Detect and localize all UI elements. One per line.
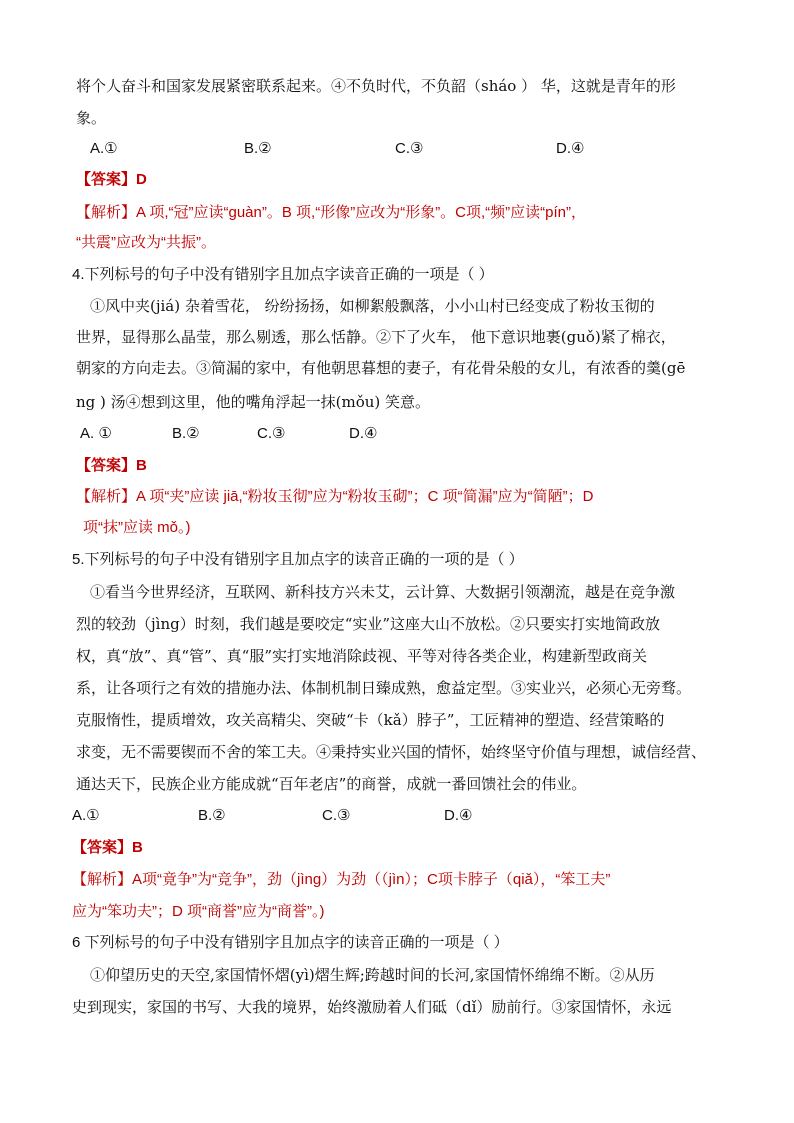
q5-para-6: 求变，无不需要锲而不舍的笨工夫。④秉持实业兴国的情怀，始终坚守价值与理想，诚信经营、 bbox=[76, 743, 707, 761]
q5-answer: 【答案】B bbox=[72, 839, 143, 856]
q4-answer: 【答案】B bbox=[76, 457, 147, 474]
q4-option-a: A. ① bbox=[80, 425, 112, 442]
q3-option-a: A.① bbox=[90, 140, 118, 157]
q4-stem: 4.下列标号的句子中没有错别字且加点字读音正确的一项是（ ） bbox=[72, 266, 494, 283]
q4-para-3: 朝家的方向走去。③简漏的家中，有他朝思暮想的妻子，有花骨朵般的女儿，有浓香的羹(gē bbox=[76, 359, 686, 377]
q6-para-2: 史到现实，家国的书写、大我的境界，始终激励着人们砥（dǐ）励前行。③家国情怀，永远 bbox=[72, 998, 672, 1016]
q5-para-7: 通达天下，民族企业方能成就“百年老店”的商誉，成就一番回馈社会的伟业。 bbox=[76, 775, 587, 793]
q3-line-2: 象。 bbox=[76, 109, 107, 127]
q3-option-d: D.④ bbox=[556, 140, 585, 157]
q6-para-1: ①仰望历史的天空,家国情怀熠(yì)熠生辉;跨越时间的长河,家国情怀绵绵不断。②从历 bbox=[90, 966, 655, 984]
q5-para-1: ①看当今世界经济，互联网、新科技方兴未艾，云计算、大数据引领潮流，越是在竞争激 bbox=[90, 583, 676, 601]
q5-analysis-2: 应为“笨功夫”；D 项“商誉”应为“商誉”。) bbox=[72, 903, 325, 920]
q5-para-3: 权，真“放”、真“管”、真“服”实打实地消除歧视、平等对待各类企业，构建新型政商关 bbox=[76, 647, 648, 665]
q3-option-b: B.② bbox=[244, 140, 272, 157]
q4-para-4: ng ) 汤④想到这里，他的嘴角浮起一抹(mǒu) 笑意。 bbox=[76, 393, 431, 411]
q3-line-1: 将个人奋斗和国家发展紧密联系起来。④不负时代，不负韶（sháo ） 华，这就是青年的形 bbox=[76, 77, 676, 95]
q3-analysis-1: 【解析】A 项,“冠”应读“guàn”。B 项,“形像”应改为“形象”。C项,“频”应读“pín”， bbox=[76, 204, 587, 221]
q5-option-a: A.① bbox=[72, 807, 100, 824]
q5-stem: 5.下列标号的句子中没有错别字且加点字的读音正确的一项的是（ ） bbox=[72, 551, 524, 568]
q3-analysis-2: “共震”应改为“共振”。 bbox=[76, 234, 216, 251]
q4-option-c: C.③ bbox=[257, 425, 286, 442]
q4-option-b: B.② bbox=[172, 425, 200, 442]
q5-analysis-1: 【解析】A项“竟争”为“竞争”，劲（jìng）为劲（（jìn）；C项卡脖子（qiǎ），“笨工夫” bbox=[72, 871, 611, 888]
q5-para-4: 系，让各项行之有效的措施办法、体制机制日臻成熟，愈益定型。③实业兴，必须心无旁骛。 bbox=[76, 679, 692, 697]
q5-para-5: 克服惰性，提质增效，攻关高精尖、突破“卡（kǎ）脖子”，工匠精神的塑造、经营策略的 bbox=[76, 711, 665, 729]
q5-option-d: D.④ bbox=[444, 807, 473, 824]
q4-analysis-2: 项“抹”应读 mǒ。) bbox=[83, 519, 191, 536]
q4-option-d: D.④ bbox=[349, 425, 378, 442]
q4-para-1: ①风中夹(jiá) 杂着雪花， 纷纷扬扬，如柳絮般飘落，小小山村已经变成了粉妆玉彻的 bbox=[90, 297, 655, 315]
q3-answer: 【答案】D bbox=[76, 171, 147, 188]
q4-para-2: 世界，显得那么晶莹，那么剔透，那么恬静。②下了火车， 他下意识地裹(guǒ)紧了棉衣， bbox=[76, 328, 676, 346]
q4-analysis-1: 【解析】A 项“夹”应读 jiā,“粉妆玉彻”应为“粉妆玉砌”；C 项“简漏”应为“简陋”；D bbox=[76, 488, 594, 505]
q3-option-c: C.③ bbox=[395, 140, 424, 157]
q6-stem: 6 下列标号的句子中没有错别字且加点字的读音正确的一项是（ ） bbox=[72, 934, 509, 951]
q5-option-c: C.③ bbox=[322, 807, 351, 824]
q5-para-2: 烈的较劲（jìng）时刻，我们越是要咬定“实业”这座大山不放松。②只要实打实地简政放 bbox=[76, 615, 661, 633]
q5-option-b: B.② bbox=[198, 807, 226, 824]
